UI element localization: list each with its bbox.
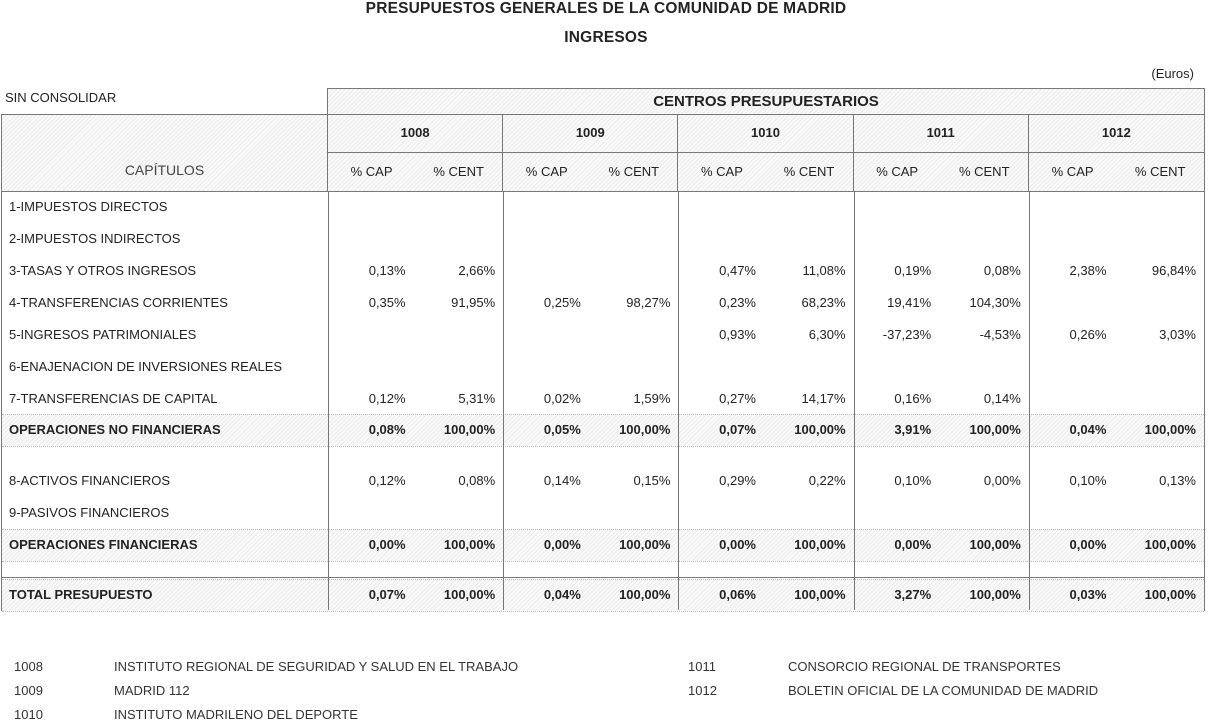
pct-cap-cell: 0,19%	[894, 263, 932, 278]
total-row	[2, 529, 1204, 561]
row-divider	[2, 414, 1204, 415]
pct-cent-cell: 91,95%	[451, 295, 496, 310]
row-label: TOTAL PRESUPUESTO	[9, 587, 153, 602]
pct-cent-cell: 2,66%	[458, 263, 496, 278]
pct-cent-cell: 100,00%	[794, 422, 846, 437]
pct-cent-cell: 14,17%	[801, 391, 846, 406]
pct-cap-cell: 0,05%	[543, 422, 581, 437]
pct-cent-cell: 98,27%	[626, 295, 671, 310]
sub-headers	[678, 153, 852, 191]
legend-name: INSTITUTO MADRILENO DEL DEPORTE	[114, 707, 358, 722]
center-header-1010	[678, 115, 853, 191]
pct-cap-cell: -37,23%	[882, 327, 932, 342]
page-title: PRESUPUESTOS GENERALES DE LA COMUNIDAD DE MADRID	[365, 0, 847, 17]
pct-cap-cell: 0,00%	[543, 537, 581, 552]
table-row	[2, 223, 1204, 255]
pct-cap-cell: 0,07%	[368, 587, 406, 602]
table-row	[2, 255, 1204, 287]
pct-cent-header: % CENT	[608, 164, 660, 179]
row-label: 5-INGRESOS PATRIMONIALES	[9, 327, 197, 342]
pct-cent-cell: 5,31%	[458, 391, 496, 406]
center-code: 1012	[1029, 115, 1204, 153]
table-row	[2, 383, 1204, 415]
pct-cent-cell: 100,00%	[969, 422, 1021, 437]
pct-cap-cell: 0,00%	[1069, 537, 1107, 552]
pct-cent-cell: 104,30%	[969, 295, 1021, 310]
pct-cap-cell: 0,00%	[719, 537, 756, 552]
pct-cap-cell: 0,16%	[894, 391, 932, 406]
pct-cap-cell: 0,02%	[543, 391, 581, 406]
legend-code: 1012	[688, 683, 717, 698]
row-label: 9-PASIVOS FINANCIEROS	[9, 505, 170, 520]
row-label: 4-TRANSFERENCIAS CORRIENTES	[9, 295, 228, 310]
pct-cap-header: % CAP	[350, 164, 393, 179]
legend-name: MADRID 112	[114, 683, 190, 698]
pct-cent-cell: 0,00%	[983, 473, 1021, 488]
pct-cent-cell: 100,00%	[969, 587, 1021, 602]
page-subtitle: INGRESOS	[564, 29, 648, 46]
pct-cap-header: % CAP	[525, 164, 568, 179]
pct-cent-cell: 0,22%	[808, 473, 846, 488]
pct-cent-header: % CENT	[958, 164, 1010, 179]
pct-cap-cell: 0,04%	[1069, 422, 1107, 437]
pct-cent-cell: 100,00%	[794, 537, 846, 552]
pct-cent-cell: 6,30%	[808, 327, 846, 342]
pct-cent-cell: 100,00%	[794, 587, 846, 602]
pct-cent-cell: 0,14%	[983, 391, 1021, 406]
pct-cap-cell: 0,04%	[543, 587, 581, 602]
pct-cap-cell: 0,00%	[368, 537, 406, 552]
center-code: 1011	[854, 115, 1028, 153]
row-label: 7-TRANSFERENCIAS DE CAPITAL	[9, 391, 218, 406]
pct-cent-cell: 100,00%	[443, 422, 496, 437]
pct-cap-cell: 0,00%	[894, 537, 932, 552]
pct-cap-cell: 0,08%	[368, 422, 406, 437]
pct-cent-cell: 1,59%	[633, 391, 671, 406]
budget-table	[1, 114, 1205, 611]
pct-cent-cell: 100,00%	[619, 537, 671, 552]
legend-code: 1010	[14, 707, 43, 722]
row-divider	[2, 561, 1204, 562]
pct-cap-cell: 2,38%	[1069, 263, 1107, 278]
pct-cent-header: % CENT	[783, 164, 835, 179]
row-label: 1-IMPUESTOS DIRECTOS	[9, 199, 168, 214]
pct-cap-cell: 0,14%	[543, 473, 581, 488]
pct-cap-cell: 0,35%	[368, 295, 406, 310]
pct-cent-cell: -4,53%	[979, 327, 1021, 342]
table-row	[2, 351, 1204, 383]
pct-cap-cell: 0,26%	[1069, 327, 1107, 342]
pct-cent-cell: 100,00%	[443, 537, 496, 552]
column-divider	[503, 191, 504, 610]
group-header: CENTROS PRESUPUESTARIOS	[327, 88, 1205, 114]
table-row	[2, 497, 1204, 529]
column-divider	[678, 191, 679, 610]
sub-headers	[854, 153, 1028, 191]
pct-cent-cell: 96,84%	[1151, 263, 1196, 278]
row-label: 3-TASAS Y OTROS INGRESOS	[9, 263, 197, 278]
pct-cent-cell: 0,08%	[983, 263, 1021, 278]
scope-label: SIN CONSOLIDAR	[5, 90, 117, 105]
pct-cent-cell: 0,15%	[633, 473, 671, 488]
center-header-1008	[328, 115, 503, 191]
legend-name: BOLETIN OFICIAL DE LA COMUNIDAD DE MADRID	[788, 683, 1099, 698]
column-divider	[328, 191, 329, 610]
pct-cap-header: % CAP	[1051, 164, 1094, 179]
pct-cap-header: % CAP	[700, 164, 743, 179]
center-code: 1010	[678, 115, 852, 153]
table-row	[2, 465, 1204, 497]
pct-cent-cell: 100,00%	[1144, 537, 1196, 552]
pct-cap-cell: 0,06%	[719, 587, 756, 602]
pct-cent-cell: 0,13%	[1159, 473, 1196, 488]
row-divider	[2, 529, 1204, 530]
currency-unit: (Euros)	[1151, 66, 1194, 81]
row-label: 6-ENAJENACION DE INVERSIONES REALES	[9, 359, 283, 374]
capitulos-header: CAPÍTULOS	[2, 115, 328, 191]
pct-cap-cell: 0,29%	[719, 473, 756, 488]
pct-cap-cell: 0,12%	[368, 473, 406, 488]
legend-item	[688, 683, 1208, 699]
pct-cent-cell: 3,03%	[1159, 327, 1196, 342]
legend-item	[14, 659, 534, 675]
pct-cap-cell: 0,10%	[894, 473, 932, 488]
sub-headers	[328, 153, 502, 191]
legend-item	[14, 683, 534, 699]
pct-cent-cell: 11,08%	[802, 263, 846, 278]
pct-cent-header: % CENT	[1134, 164, 1186, 179]
pct-cap-cell: 3,91%	[894, 422, 932, 437]
pct-cap-header: % CAP	[876, 164, 919, 179]
pct-cent-cell: 100,00%	[969, 537, 1021, 552]
pct-cap-cell: 0,23%	[719, 295, 756, 310]
pct-cap-cell: 3,27%	[894, 587, 932, 602]
legend-code: 1009	[14, 683, 43, 698]
pct-cap-cell: 19,41%	[887, 295, 932, 310]
sub-headers	[503, 153, 677, 191]
table-row	[2, 319, 1204, 351]
center-header-1012	[1029, 115, 1204, 191]
pct-cap-cell: 0,12%	[368, 391, 406, 406]
row-label: 2-IMPUESTOS INDIRECTOS	[9, 231, 181, 246]
pct-cap-cell: 0,93%	[719, 327, 756, 342]
legend-code: 1011	[688, 659, 716, 674]
pct-cap-cell: 0,10%	[1069, 473, 1107, 488]
pct-cent-cell: 100,00%	[619, 422, 671, 437]
pct-cent-cell: 0,08%	[458, 473, 496, 488]
sub-headers	[1029, 153, 1204, 191]
pct-cap-cell: 0,03%	[1069, 587, 1107, 602]
table-row	[2, 287, 1204, 319]
legend-name: INSTITUTO REGIONAL DE SEGURIDAD Y SALUD EN EL TRABAJO	[114, 659, 519, 674]
center-header-1011	[854, 115, 1029, 191]
row-label: OPERACIONES FINANCIERAS	[9, 537, 198, 552]
total-row	[2, 414, 1204, 446]
legend-name: CONSORCIO REGIONAL DE TRANSPORTES	[788, 659, 1061, 674]
center-code: 1009	[503, 115, 677, 153]
pct-cap-cell: 0,25%	[543, 295, 581, 310]
pct-cent-cell: 100,00%	[1144, 422, 1196, 437]
table-row	[2, 191, 1204, 223]
header-divider	[2, 191, 1204, 192]
pct-cent-header: % CENT	[433, 164, 484, 179]
total-row	[2, 579, 1204, 611]
row-divider	[2, 611, 1204, 612]
column-divider	[1029, 191, 1030, 610]
center-header-1009	[503, 115, 678, 191]
row-label: 8-ACTIVOS FINANCIEROS	[9, 473, 171, 488]
pct-cap-cell: 0,13%	[368, 263, 406, 278]
row-label: OPERACIONES NO FINANCIERAS	[9, 422, 221, 437]
pct-cent-cell: 100,00%	[443, 587, 496, 602]
pct-cap-cell: 0,07%	[719, 422, 756, 437]
pct-cent-cell: 100,00%	[1144, 587, 1196, 602]
row-divider	[2, 446, 1204, 447]
pct-cap-cell: 0,47%	[719, 263, 756, 278]
pct-cap-cell: 0,27%	[719, 391, 756, 406]
center-code: 1008	[328, 115, 502, 153]
pct-cent-cell: 100,00%	[619, 587, 671, 602]
total-divider	[2, 577, 1204, 578]
pct-cent-cell: 68,23%	[801, 295, 846, 310]
row-divider	[2, 579, 1204, 580]
column-divider	[854, 191, 855, 610]
legend-item	[688, 659, 1208, 675]
legend-code: 1008	[14, 659, 43, 674]
